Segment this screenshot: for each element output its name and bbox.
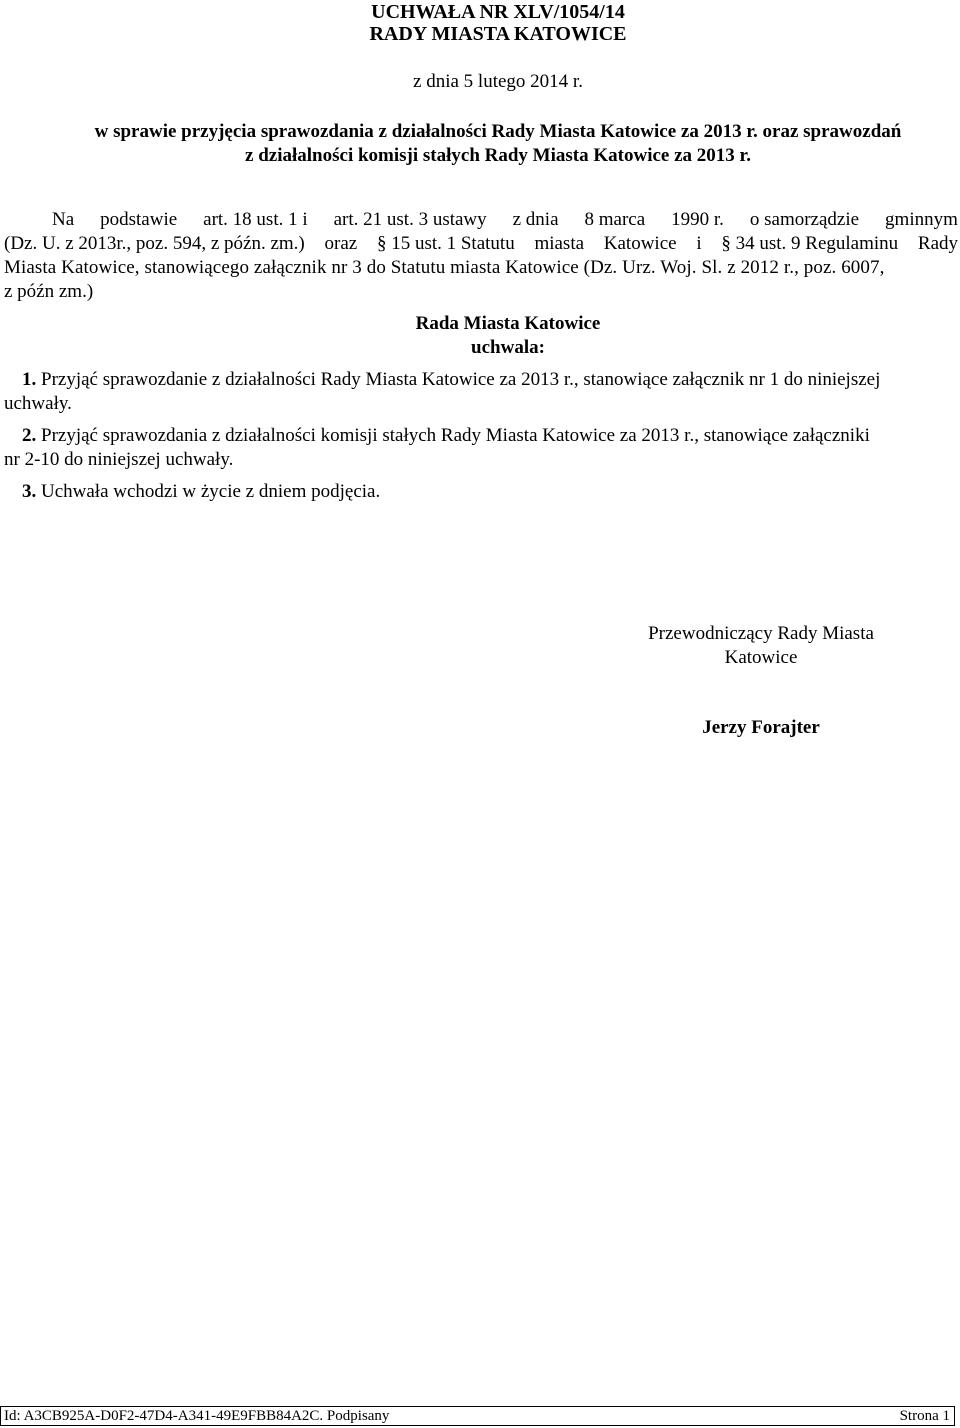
paragraph-3 bbox=[22, 480, 958, 504]
legal-basis-line-3: Miasta Katowice, stanowiącego załącznik nr 3 do Statutu miasta Katowice (Dz. Urz. Woj. Sl. z 2012 r., poz. 6007, bbox=[4, 257, 885, 278]
paragraph-1 bbox=[22, 368, 958, 392]
document-footer bbox=[0, 1406, 955, 1426]
legal-basis-word: art. 21 ust. 3 ustawy bbox=[333, 209, 487, 230]
paragraph-text: Przyjąć sprawozdanie z działalności Rady Miasta Katowice za 2013 r., stanowiące załącznik nr 1 do niniejszej bbox=[41, 369, 881, 390]
paragraph-number: 3. bbox=[22, 481, 37, 502]
council-name: RADY MIASTA KATOWICE bbox=[369, 23, 627, 45]
signatory-name: Jerzy Forajter bbox=[702, 717, 820, 738]
legal-basis-word: gminnym bbox=[885, 209, 958, 230]
paragraph-text: Przyjąć sprawozdania z działalności komisji stałych Rady Miasta Katowice za 2013 r., stanowiące załączniki bbox=[41, 425, 870, 446]
signature-role-line-2: Katowice bbox=[724, 647, 798, 668]
signature-role-line-1: Przewodniczący Rady Miasta bbox=[648, 623, 874, 644]
legal-basis-word: o samorządzie bbox=[749, 209, 860, 230]
legal-basis-word: Katowice bbox=[603, 233, 677, 254]
subject-line-1: w sprawie przyjęcia sprawozdania z działalności Rady Miasta Katowice za 2013 r. oraz sprawozdań bbox=[94, 121, 902, 142]
legal-basis-line-1 bbox=[52, 208, 958, 232]
legal-basis-word: § 15 ust. 1 Statutu bbox=[376, 233, 515, 254]
legal-basis-word: (Dz. U. z 2013r., poz. 594, z późn. zm.) bbox=[4, 233, 305, 254]
legal-basis-word: art. 18 ust. 1 i bbox=[203, 209, 308, 230]
legal-basis-word: 8 marca bbox=[584, 209, 646, 230]
document-id: Id: A3CB925A-D0F2-47D4-A341-49E9FBB84A2C. Podpisany bbox=[4, 1408, 390, 1424]
paragraph-number: 2. bbox=[22, 425, 37, 446]
legal-basis-word: Rady bbox=[917, 233, 958, 254]
paragraph-2 bbox=[22, 424, 958, 448]
paragraph-number: 1. bbox=[22, 369, 37, 390]
legal-basis-word: miasta bbox=[534, 233, 585, 254]
subject-line-2: z działalności komisji stałych Rady Miasta Katowice za 2013 r. bbox=[245, 145, 751, 166]
legal-basis-word: z dnia bbox=[512, 209, 559, 230]
legal-basis-word: 1990 r. bbox=[671, 209, 724, 230]
paragraph-2-continuation: nr 2-10 do niniejszej uchwały. bbox=[4, 449, 234, 470]
page-number: Strona 1 bbox=[899, 1408, 950, 1424]
resolution-date: z dnia 5 lutego 2014 r. bbox=[413, 71, 583, 92]
resolution-number: UCHWAŁA NR XLV/1054/14 bbox=[371, 1, 625, 23]
paragraph-text: Uchwała wchodzi w życie z dniem podjęcia. bbox=[41, 481, 381, 502]
legal-basis-line-4: z późn zm.) bbox=[4, 281, 94, 302]
legal-basis-word: podstawie bbox=[100, 209, 178, 230]
legal-basis-word: oraz bbox=[324, 233, 358, 254]
paragraph-1-continuation: uchwały. bbox=[4, 393, 72, 414]
legal-basis-word: § 34 ust. 9 Regulaminu bbox=[721, 233, 899, 254]
enactment-verb: uchwala: bbox=[471, 337, 545, 358]
enactment-council: Rada Miasta Katowice bbox=[415, 313, 601, 334]
legal-basis-word: i bbox=[696, 233, 702, 254]
legal-basis-word: Na bbox=[52, 209, 75, 230]
legal-basis-line-2 bbox=[4, 232, 958, 256]
